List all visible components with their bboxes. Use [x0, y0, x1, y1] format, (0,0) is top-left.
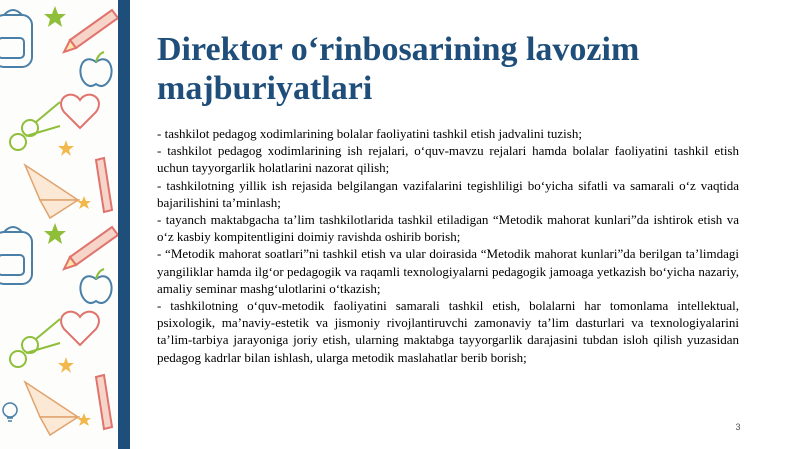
paper-plane-icon: [25, 382, 78, 435]
list-item: - tashkilot pedagog xodimlarining ish rejalari, o‘quv-mavzu rejalari hamda bolalar faoliyatini tashkil etish uchun tayyorgarlik holatlarini nazorat qilish;: [157, 143, 739, 176]
list-item: - tashkilotning yillik ish rejasida belgilangan vazifalarini tegishliligi bo‘yicha sifatli va samarali o‘z vaqtida bajarilishini ta’minlash;: [157, 177, 739, 210]
pencil-icon: [64, 227, 118, 269]
heart-icon: [61, 312, 99, 345]
heart-icon: [61, 95, 99, 128]
star-icon: [77, 413, 91, 426]
bulb-icon: [3, 403, 17, 421]
star-icon: [58, 140, 74, 156]
scissors-icon: [10, 319, 60, 367]
star-icon: [44, 223, 66, 244]
page-number: 3: [735, 422, 741, 432]
scissors-icon: [10, 102, 60, 150]
duties-list: [157, 125, 739, 366]
apple-icon: [80, 269, 111, 303]
list-item: - tashkilot pedagog xodimlarining bolalar faoliyatini tashkil etish jadvalini tuzish;: [157, 126, 582, 141]
list-item: - tayanch maktabgacha ta’lim tashkilotlarida tashkil etiladigan “Metodik mahorat kunlari”da ishtirok etish va o‘z kasbiy kompitentligini doimiy ravishda oshirib borish;: [157, 212, 739, 245]
pencil-icon: [96, 375, 112, 429]
backpack-icon: [0, 10, 32, 67]
apple-icon: [80, 52, 111, 86]
list-item: - “Metodik mahorat soatlari”ni tashkil etish va ular doirasida “Metodik mahorat kunlari”da berilgan ta’limdagi yangiliklar hamda ilg‘or pedagogik va raqamli texnologiyalarni pedagogik jamoaga yetkazish bo‘yicha nazariy, amaliy seminar mashg‘ulotlarini o‘tkazish;: [157, 246, 739, 296]
star-icon: [44, 6, 66, 27]
star-icon: [77, 196, 91, 209]
star-icon: [58, 357, 74, 373]
school-doodle-decoration: [0, 0, 118, 449]
paper-plane-icon: [25, 165, 78, 218]
pencil-icon: [64, 10, 118, 52]
pencil-icon: [96, 158, 112, 212]
accent-bar: [118, 0, 130, 449]
list-item: - tashkilotning o‘quv-metodik faoliyatini samarali tashkil etish, bolalarni har tomonlama intellektual, psixologik, ma’naviy-estetik va jismoniy rivojlantiruvchi zamonaviy ta’lim dasturlari va texnologiyalarini ta’lim-tarbiya jarayoniga joriy etish, ularning maktabga tayyorgarlik darajasini tubdan isloh qilish yuzasidan pedagog kadrlar bilan ishlash, ularga metodik maslahatlar berib borish;: [157, 298, 739, 365]
backpack-icon: [0, 227, 32, 284]
slide-title: Direktor o‘rinbosarining lavozim majburiyatlari: [157, 31, 640, 107]
